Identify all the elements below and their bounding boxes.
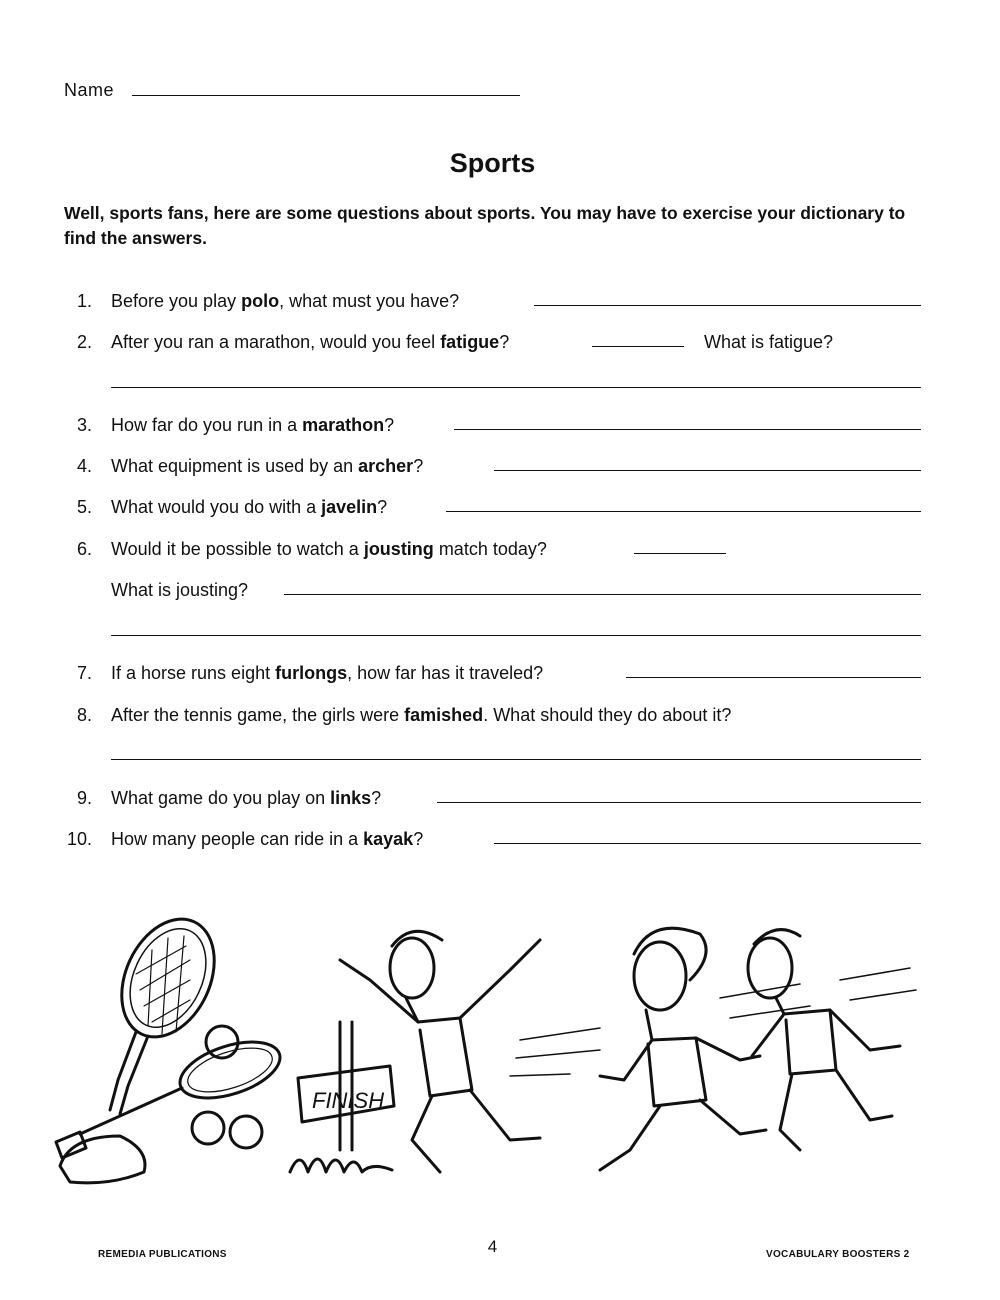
vocab-word: javelin <box>321 497 378 517</box>
answer-line-5[interactable] <box>446 511 921 512</box>
vocab-word: furlongs <box>275 663 348 683</box>
vocab-word: jousting <box>363 539 434 559</box>
answer-line-1[interactable] <box>534 305 921 306</box>
answer-line-10[interactable] <box>494 843 921 844</box>
question-6-followup: What is jousting? <box>111 580 249 600</box>
answer-line-2a[interactable] <box>592 346 684 347</box>
question-number: 4. <box>76 456 92 476</box>
question-5-text: What would you do with a javelin? <box>111 497 388 517</box>
tennis-racket-icon <box>104 910 233 1114</box>
question-2-followup: What is fatigue? <box>704 332 834 352</box>
runner-finishing <box>340 931 600 1172</box>
question-3-text: How far do you run in a marathon? <box>111 415 395 435</box>
vocab-word: marathon <box>302 415 385 435</box>
name-label: Name <box>64 80 115 100</box>
page-number: 4 <box>487 1237 498 1256</box>
answer-line-2b[interactable] <box>111 387 921 388</box>
name-answer-line[interactable] <box>132 95 520 96</box>
question-2-text: After you ran a marathon, would you feel fatigue? <box>111 332 510 352</box>
page-title: Sports <box>449 148 536 178</box>
question-1-text: Before you play polo, what must you have? <box>111 291 460 311</box>
cap-icon <box>60 1136 145 1183</box>
answer-line-8[interactable] <box>111 759 921 760</box>
answer-line-6b[interactable] <box>284 594 921 595</box>
vocab-word: famished <box>404 705 484 725</box>
runner-middle <box>600 928 810 1170</box>
answer-line-6c[interactable] <box>111 635 921 636</box>
finish-sign-text: FINISH <box>312 1088 385 1113</box>
answer-line-3[interactable] <box>454 429 921 430</box>
vocab-word: fatigue <box>440 332 500 352</box>
tennis-ball-icon <box>192 1112 224 1144</box>
answer-line-7[interactable] <box>626 677 921 678</box>
vocab-word: kayak <box>363 829 414 849</box>
question-number: 3. <box>76 415 92 435</box>
question-7-text: If a horse runs eight furlongs, how far has it traveled? <box>111 663 544 683</box>
footer-publisher: REMEDIA PUBLICATIONS <box>98 1249 227 1260</box>
tennis-ball-icon <box>230 1116 262 1148</box>
vocab-word: polo <box>241 291 280 311</box>
question-9-text: What game do you play on links? <box>111 788 382 808</box>
instructions: Well, sports fans, here are some questions about sports. You may have to exercise your dictionary to find the answers. <box>64 203 906 248</box>
answer-line-6a[interactable] <box>634 553 726 554</box>
vocab-word: archer <box>358 456 414 476</box>
footer-series: VOCABULARY BOOSTERS 2 <box>766 1249 910 1260</box>
question-number: 1. <box>76 291 92 311</box>
answer-line-9[interactable] <box>437 802 921 803</box>
question-6-text: Would it be possible to watch a jousting match today? <box>111 539 547 559</box>
finish-sign <box>290 1022 394 1172</box>
question-number: 8. <box>76 705 92 725</box>
vocab-word: links <box>330 788 372 808</box>
question-number: 7. <box>76 663 92 683</box>
question-10-text: How many people can ride in a kayak? <box>111 829 424 849</box>
question-4-text: What equipment is used by an archer? <box>111 456 424 476</box>
question-number: 9. <box>76 788 92 808</box>
question-number: 5. <box>76 497 92 517</box>
question-number: 10. <box>66 829 92 849</box>
question-number: 6. <box>76 539 92 559</box>
runner-back <box>748 930 916 1150</box>
answer-line-4[interactable] <box>494 470 921 471</box>
question-8-text: After the tennis game, the girls were famished. What should they do about it? <box>111 705 732 725</box>
question-number: 2. <box>76 332 92 352</box>
sports-illustration <box>40 910 920 1210</box>
